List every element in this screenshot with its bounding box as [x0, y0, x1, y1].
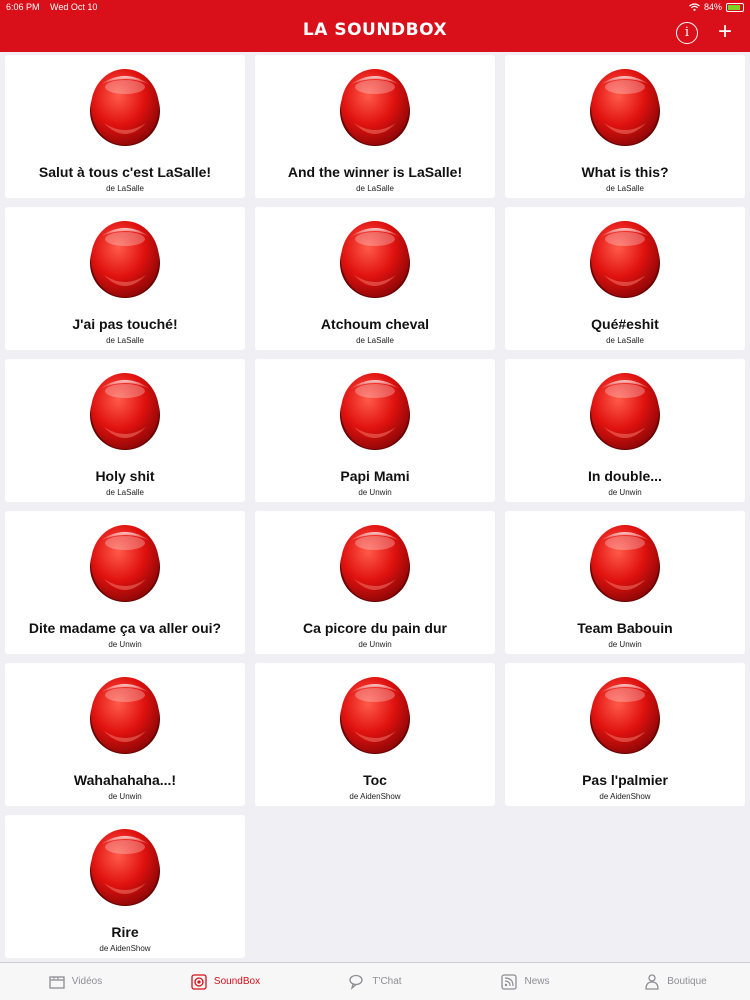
sound-author: de LaSalle [606, 336, 644, 345]
app-title: LA SOUNDBOX [302, 20, 448, 40]
sound-title: Salut à tous c'est LaSalle! [38, 164, 212, 180]
sound-title: What is this? [581, 164, 669, 180]
sound-author: de AidenShow [599, 792, 651, 801]
red-button-icon[interactable] [588, 217, 662, 299]
tab-label: SoundBox [213, 976, 261, 987]
battery-icon [726, 3, 744, 12]
sound-title: In double... [588, 468, 662, 484]
sound-author: de AidenShow [349, 792, 401, 801]
sound-title: J'ai pas touché! [72, 316, 178, 332]
rss-icon [500, 973, 518, 991]
sound-author: de LaSalle [106, 184, 144, 193]
red-button-icon[interactable] [88, 673, 162, 755]
soundbox-icon [190, 973, 208, 991]
sound-card[interactable] [505, 55, 745, 198]
sound-author: de LaSalle [106, 488, 144, 497]
sound-author: de LaSalle [356, 336, 394, 345]
tab-label: News [524, 976, 550, 987]
sound-card[interactable] [5, 511, 245, 654]
sound-title: Team Babouin [577, 620, 673, 636]
sound-card[interactable] [255, 663, 495, 806]
sound-card[interactable] [505, 663, 745, 806]
sound-title: Papi Mami [340, 468, 410, 484]
sound-title: Qué#eshit [591, 316, 659, 332]
status-time: 6:06 PM [6, 2, 40, 12]
sound-card[interactable] [505, 511, 745, 654]
red-button-icon[interactable] [88, 521, 162, 603]
status-date: Wed Oct 10 [50, 2, 98, 12]
red-button-icon[interactable] [88, 65, 162, 147]
sound-author: de LaSalle [356, 184, 394, 193]
red-button-icon[interactable] [88, 825, 162, 907]
tab-label: T'Chat [372, 976, 402, 987]
wifi-icon [689, 3, 700, 11]
sound-card[interactable] [5, 55, 245, 198]
sound-grid [5, 55, 750, 958]
sound-card[interactable] [255, 359, 495, 502]
sound-title: Toc [363, 772, 387, 788]
sound-card[interactable] [5, 815, 245, 958]
red-button-icon[interactable] [588, 65, 662, 147]
film-icon [48, 973, 66, 991]
sound-title: Rire [111, 924, 139, 940]
sound-title: Holy shit [95, 468, 155, 484]
sound-title: And the winner is LaSalle! [287, 164, 463, 180]
sound-author: de Unwin [608, 640, 642, 649]
nav-bar [0, 14, 750, 52]
sound-title: Atchoum cheval [320, 316, 430, 332]
chat-icon [348, 973, 366, 991]
sound-title: Dite madame ça va aller oui? [28, 620, 222, 636]
red-button-icon[interactable] [88, 217, 162, 299]
sound-card[interactable] [255, 207, 495, 350]
sound-card[interactable] [505, 207, 745, 350]
plus-icon[interactable]: + [717, 18, 732, 45]
red-button-icon[interactable] [588, 369, 662, 451]
red-button-icon[interactable] [338, 673, 412, 755]
sound-card[interactable] [5, 207, 245, 350]
sound-card[interactable] [5, 359, 245, 502]
tab-soundbox[interactable] [150, 963, 300, 1000]
shop-icon [643, 973, 661, 991]
sound-card[interactable] [255, 55, 495, 198]
tab-boutique[interactable] [600, 963, 750, 1000]
sound-author: de LaSalle [106, 336, 144, 345]
red-button-icon[interactable] [338, 521, 412, 603]
sound-title: Pas l'palmier [582, 772, 668, 788]
sound-author: de Unwin [358, 640, 392, 649]
red-button-icon[interactable] [338, 65, 412, 147]
sound-title: Ca picore du pain dur [303, 620, 447, 636]
sound-author: de Unwin [358, 488, 392, 497]
red-button-icon[interactable] [588, 521, 662, 603]
sound-card[interactable] [255, 511, 495, 654]
battery-percent: 84% [703, 2, 722, 12]
sound-author: de Unwin [608, 488, 642, 497]
sound-title: Wahahahaha...! [73, 772, 177, 788]
sound-card[interactable] [505, 359, 745, 502]
red-button-icon[interactable] [338, 369, 412, 451]
sound-author: de Unwin [108, 792, 142, 801]
sound-card[interactable] [5, 663, 245, 806]
red-button-icon[interactable] [88, 369, 162, 451]
tab-bar [0, 962, 750, 1000]
tab-news[interactable] [450, 963, 600, 1000]
info-icon[interactable]: i [676, 22, 698, 44]
sound-author: de AidenShow [99, 944, 151, 953]
sound-author: de Unwin [108, 640, 142, 649]
tab-tchat[interactable] [300, 963, 450, 1000]
red-button-icon[interactable] [338, 217, 412, 299]
tab-vidos[interactable] [0, 963, 150, 1000]
tab-label: Boutique [667, 976, 707, 987]
tab-label: Vidéos [71, 976, 103, 987]
sound-author: de LaSalle [606, 184, 644, 193]
red-button-icon[interactable] [588, 673, 662, 755]
status-bar [0, 0, 750, 14]
